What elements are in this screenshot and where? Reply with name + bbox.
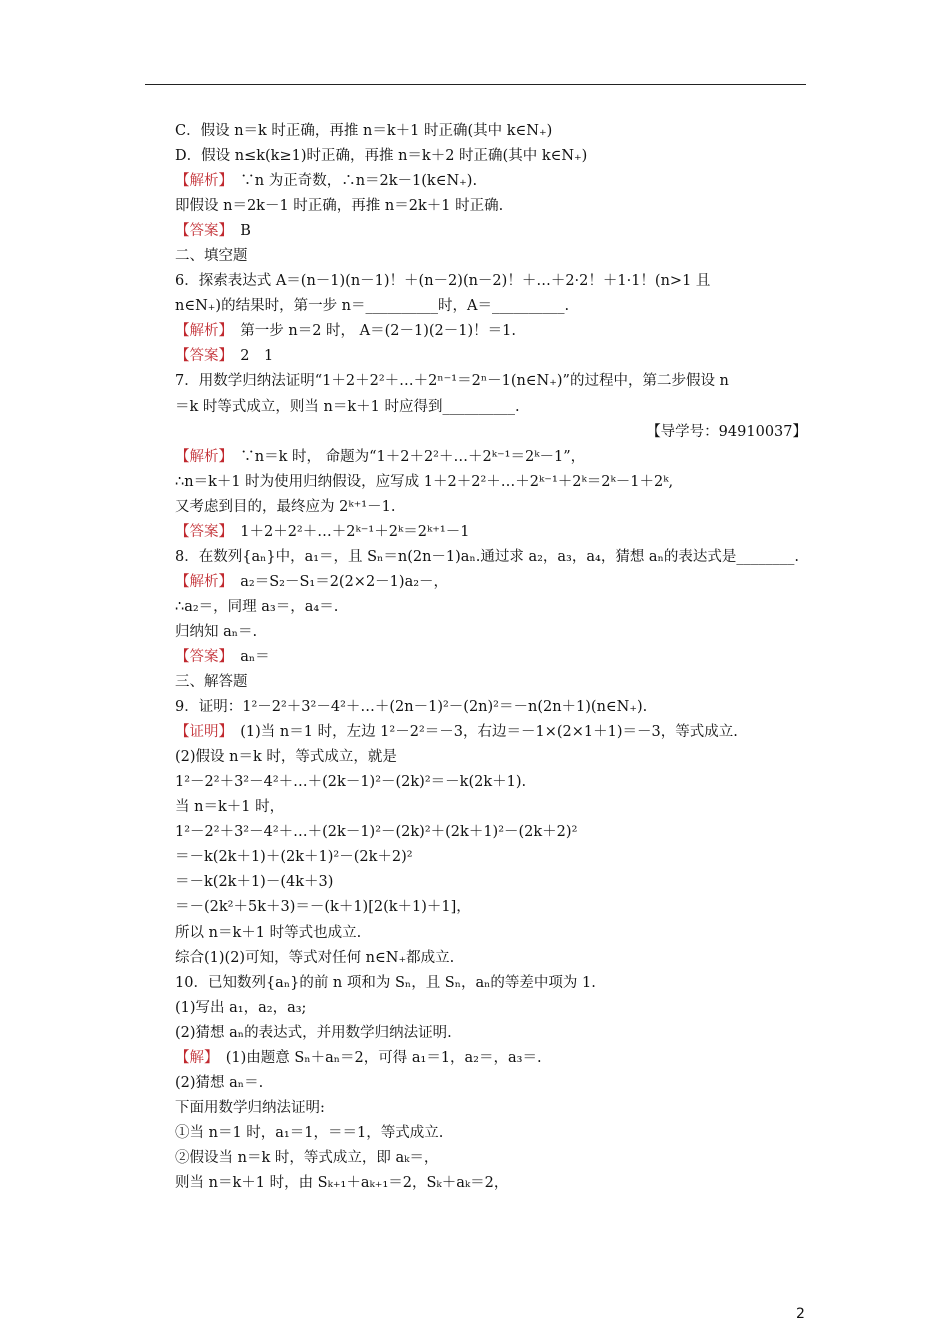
text-line <box>175 946 815 971</box>
line-text: 【导学号：94910037】 <box>646 423 807 440</box>
line-text: ＝－(2k²＋5k＋3)＝－(k＋1)[2(k＋1)＋1]， <box>175 899 471 916</box>
line-text: aₙ＝ <box>225 648 270 665</box>
line-text: 1²－2²＋3²－4²＋…＋(2k－1)²－(2k)²＝－k(2k＋1). <box>175 774 527 791</box>
text-line <box>175 645 815 670</box>
line-text: 即假设 n＝2k－1 时正确，再推 n＝2k＋1 时正确. <box>175 198 504 215</box>
text-line <box>175 545 815 570</box>
line-text: C．假设 n＝k 时正确，再推 n＝k＋1 时正确(其中 k∈N₊) <box>175 123 553 139</box>
line-text: 1＋2＋2²＋…＋2ᵏ⁻¹＋2ᵏ＝2ᵏ⁺¹－1 <box>225 523 470 540</box>
line-text: a₂＝S₂－S₁＝2(2×2－1)a₂－， <box>225 573 449 590</box>
line-text: n∈N₊)的结果时，第一步 n＝__________时，A＝__________. <box>175 298 570 315</box>
text-line <box>175 470 815 495</box>
section-tag: 【答案】 <box>175 348 226 365</box>
text-line <box>175 445 815 470</box>
line-text: (1)写出 a₁，a₂，a₃; <box>175 999 307 1016</box>
section-tag: 【解析】 <box>175 448 226 465</box>
line-text: 8．在数列{aₙ}中，a₁＝，且 Sₙ＝n(2n－1)aₙ.通过求 a₂，a₃，a₄，猜想 aₙ的表达式是________. <box>175 548 799 565</box>
line-text: ②假设当 n＝k 时，等式成立，即 aₖ＝， <box>175 1149 439 1166</box>
line-text: ＝－k(2k＋1)＋(2k＋1)²－(2k＋2)² <box>175 849 413 866</box>
text-line <box>175 720 815 745</box>
text-line <box>175 219 815 244</box>
text-line <box>175 495 815 520</box>
line-text: 综合(1)(2)可知，等式对任何 n∈N₊都成立. <box>175 949 455 966</box>
text-line <box>175 1096 815 1121</box>
text-line <box>175 520 815 545</box>
text-line <box>175 1021 815 1046</box>
text-line <box>175 1071 815 1096</box>
text-line <box>175 1121 815 1146</box>
line-text: ∵n 为正奇数，∴n＝2k－1(k∈N₊). <box>225 173 478 190</box>
text-line <box>175 244 815 269</box>
text-line <box>175 1146 815 1171</box>
section-tag: 【解】 <box>175 1049 212 1066</box>
text-line <box>175 1046 815 1071</box>
text-line <box>175 169 815 194</box>
text-line <box>175 845 815 870</box>
section-tag: 【解析】 <box>175 323 226 340</box>
text-line <box>175 570 815 595</box>
text-line <box>175 144 815 169</box>
line-text: ∵n＝k 时， 命题为“1＋2＋2²＋…＋2ᵏ⁻¹＝2ᵏ－1”， <box>225 448 586 465</box>
section-tag: 【答案】 <box>175 648 226 665</box>
text-line <box>175 921 815 946</box>
text-line <box>175 895 815 920</box>
section-tag: 【解析】 <box>175 173 226 190</box>
section-tag: 【答案】 <box>175 523 226 540</box>
line-text: 10．已知数列{aₙ}的前 n 项和为 Sₙ，且 Sₙ，aₙ的等差中项为 1. <box>175 974 596 991</box>
line-text: ∴a₂＝，同理 a₃＝，a₄＝. <box>175 598 339 615</box>
text-line <box>175 996 815 1021</box>
line-text: (1)当 n＝1 时，左边 1²－2²＝－3，右边＝－1×(2×1＋1)＝－3，等式成立. <box>225 724 738 741</box>
document-body <box>175 119 815 1196</box>
line-text: 7．用数学归纳法证明“1＋2＋2²＋…＋2ⁿ⁻¹＝2ⁿ－1(n∈N₊)”的过程中，第二步假设 n <box>175 373 729 390</box>
text-line <box>175 595 815 620</box>
line-text: 1²－2²＋3²－4²＋…＋(2k－1)²－(2k)²＋(2k＋1)²－(2k＋2)² <box>175 824 578 841</box>
line-text: ①当 n＝1 时，a₁＝1，＝＝1，等式成立. <box>175 1124 444 1141</box>
text-line <box>175 194 815 219</box>
line-text: 2 1 <box>225 348 274 365</box>
text-line <box>175 870 815 895</box>
header-rule <box>145 84 806 85</box>
line-text: D．假设 n≤k(k≥1)时正确，再推 n＝k＋2 时正确(其中 k∈N₊) <box>175 148 588 165</box>
text-line <box>175 745 815 770</box>
line-text: (2)猜想 aₙ的表达式，并用数学归纳法证明. <box>175 1024 452 1041</box>
line-text: ＝k 时等式成立，则当 n＝k＋1 时应得到__________. <box>175 398 520 415</box>
line-text: 二、填空题 <box>175 248 248 265</box>
line-text: 当 n＝k＋1 时， <box>175 799 285 816</box>
text-line <box>175 319 815 344</box>
text-line <box>175 369 815 394</box>
text-line <box>175 269 815 294</box>
line-text: B <box>225 223 251 240</box>
line-text: 所以 n＝k＋1 时等式也成立. <box>175 924 362 941</box>
line-text: 9．证明：1²－2²＋3²－4²＋…＋(2n－1)²－(2n)²＝－n(2n＋1)(n∈N₊). <box>175 699 648 716</box>
text-line <box>175 1171 815 1196</box>
text-line <box>175 620 815 645</box>
text-line <box>175 395 815 420</box>
line-text: 又考虑到目的，最终应为 2ᵏ⁺¹－1. <box>175 498 396 515</box>
line-text: 三、解答题 <box>175 674 248 691</box>
text-line <box>175 294 815 319</box>
text-line <box>175 670 815 695</box>
line-text: ∴n＝k＋1 时为使用归纳假设，应写成 1＋2＋2²＋…＋2ᵏ⁻¹＋2ᵏ＝2ᵏ－1＋2ᵏ, <box>175 473 674 490</box>
line-text: 则当 n＝k＋1 时，由 Sₖ₊₁＋aₖ₊₁＝2，Sₖ＋aₖ＝2， <box>175 1174 509 1191</box>
text-line <box>175 695 815 720</box>
line-text: (2)猜想 aₙ＝. <box>175 1074 264 1091</box>
text-line <box>175 344 815 369</box>
page-number: 2 <box>796 1306 805 1322</box>
text-line <box>175 420 815 445</box>
section-tag: 【解析】 <box>175 573 226 590</box>
line-text: 第一步 n＝2 时， A＝(2－1)(2－1)！＝1. <box>225 323 516 340</box>
line-text: (1)由题意 Sₙ＋aₙ＝2，可得 a₁＝1，a₂＝，a₃＝. <box>211 1049 542 1066</box>
line-text: 下面用数学归纳法证明: <box>175 1099 325 1116</box>
section-tag: 【答案】 <box>175 223 226 240</box>
section-tag: 【证明】 <box>175 724 226 741</box>
text-line <box>175 770 815 795</box>
text-line <box>175 795 815 820</box>
line-text: 归纳知 aₙ＝. <box>175 623 258 640</box>
text-line <box>175 971 815 996</box>
line-text: 6．探索表达式 A＝(n－1)(n－1)！＋(n－2)(n－2)！＋…＋2·2！＋1·1！(n>1 且 <box>175 273 711 290</box>
text-line <box>175 820 815 845</box>
line-text: (2)假设 n＝k 时，等式成立，就是 <box>175 749 397 766</box>
line-text: ＝－k(2k＋1)－(4k＋3) <box>175 874 334 891</box>
text-line <box>175 119 815 144</box>
